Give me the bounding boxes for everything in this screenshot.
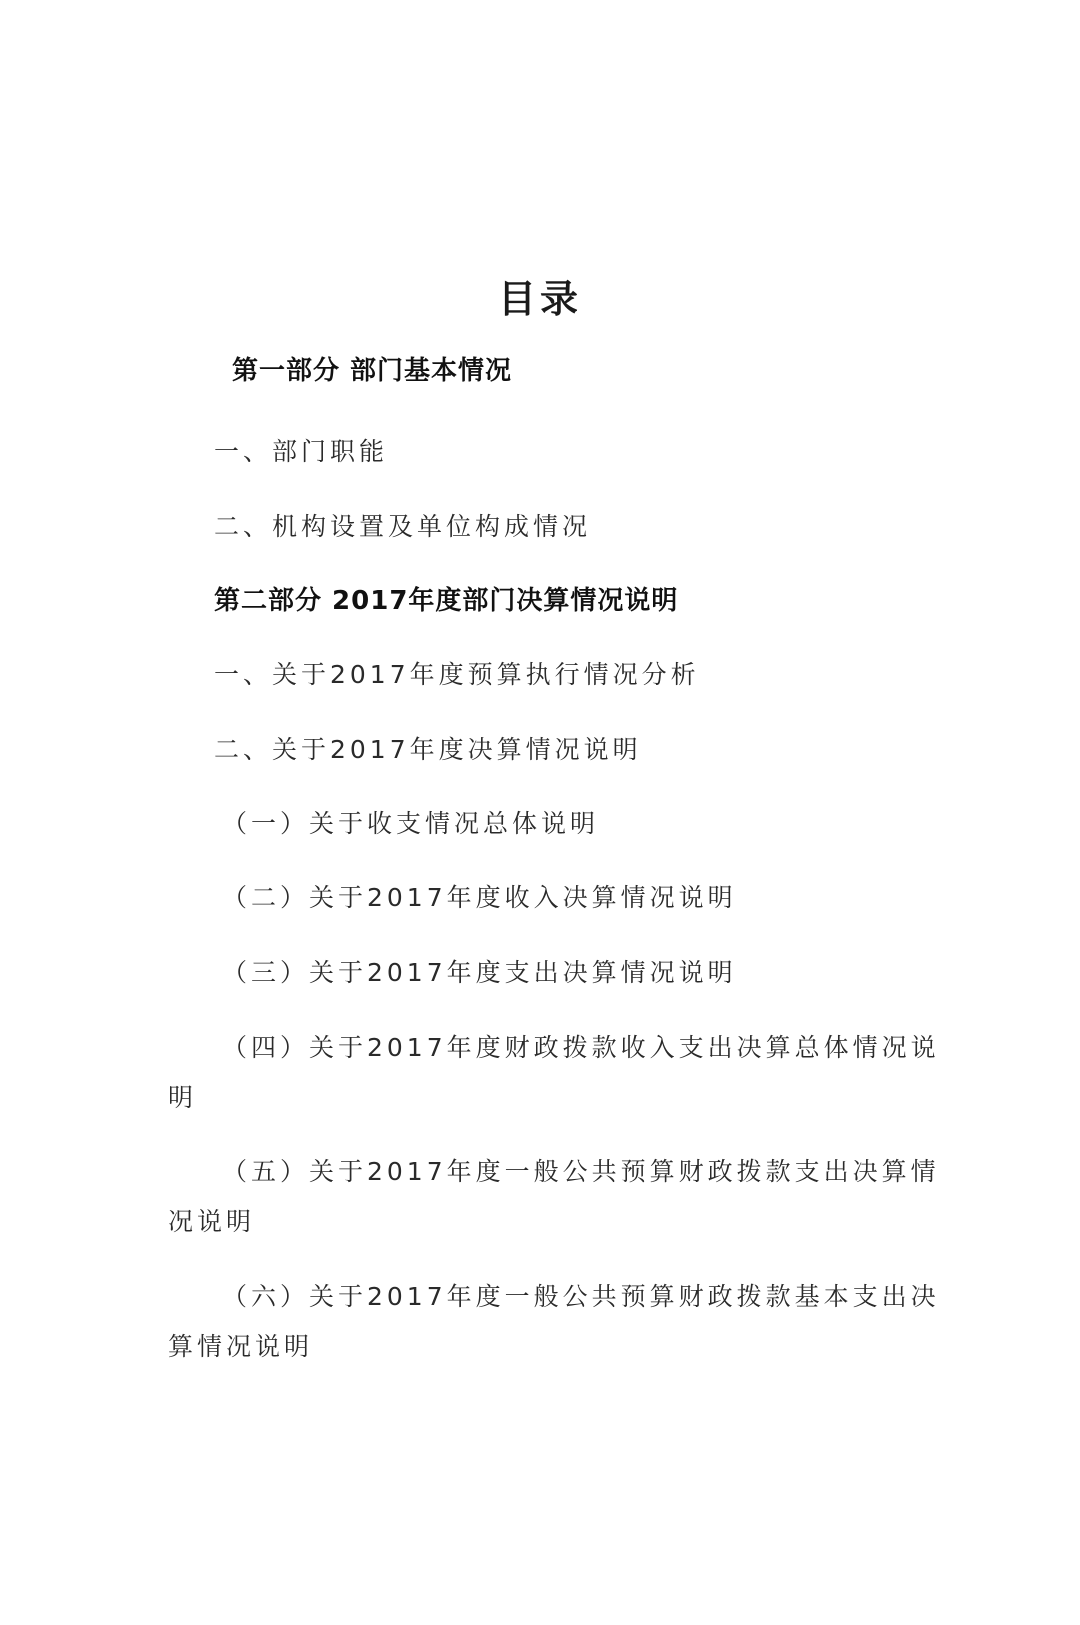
subitem-4: （四）关于2017年度财政拨款收入支出决算总体情况说 [222,1033,940,1062]
part1-heading: 第一部分 部门基本情况 [232,356,513,386]
subitem-1: （一）关于收支情况总体说明 [222,809,600,838]
subitem-4-continuation: 明 [168,1083,198,1112]
part2-item-1: 一、关于2017年度预算执行情况分析 [214,660,700,689]
page-title: 目录 [497,277,582,321]
subitem-5: （五）关于2017年度一般公共预算财政拨款支出决算情 [222,1157,940,1186]
subitem-3: （三）关于2017年度支出决算情况说明 [222,958,737,987]
subitem-5-continuation: 况说明 [168,1207,256,1236]
subitem-6: （六）关于2017年度一般公共预算财政拨款基本支出决 [222,1282,940,1311]
subitem-6-continuation: 算情况说明 [168,1332,314,1361]
part2-item-2: 二、关于2017年度决算情况说明 [214,735,642,764]
subitem-2: （二）关于2017年度收入决算情况说明 [222,883,737,912]
part1-item-2: 二、机构设置及单位构成情况 [214,512,592,541]
part2-heading: 第二部分 2017年度部门决算情况说明 [214,586,679,616]
part1-item-1: 一、部门职能 [214,437,389,466]
